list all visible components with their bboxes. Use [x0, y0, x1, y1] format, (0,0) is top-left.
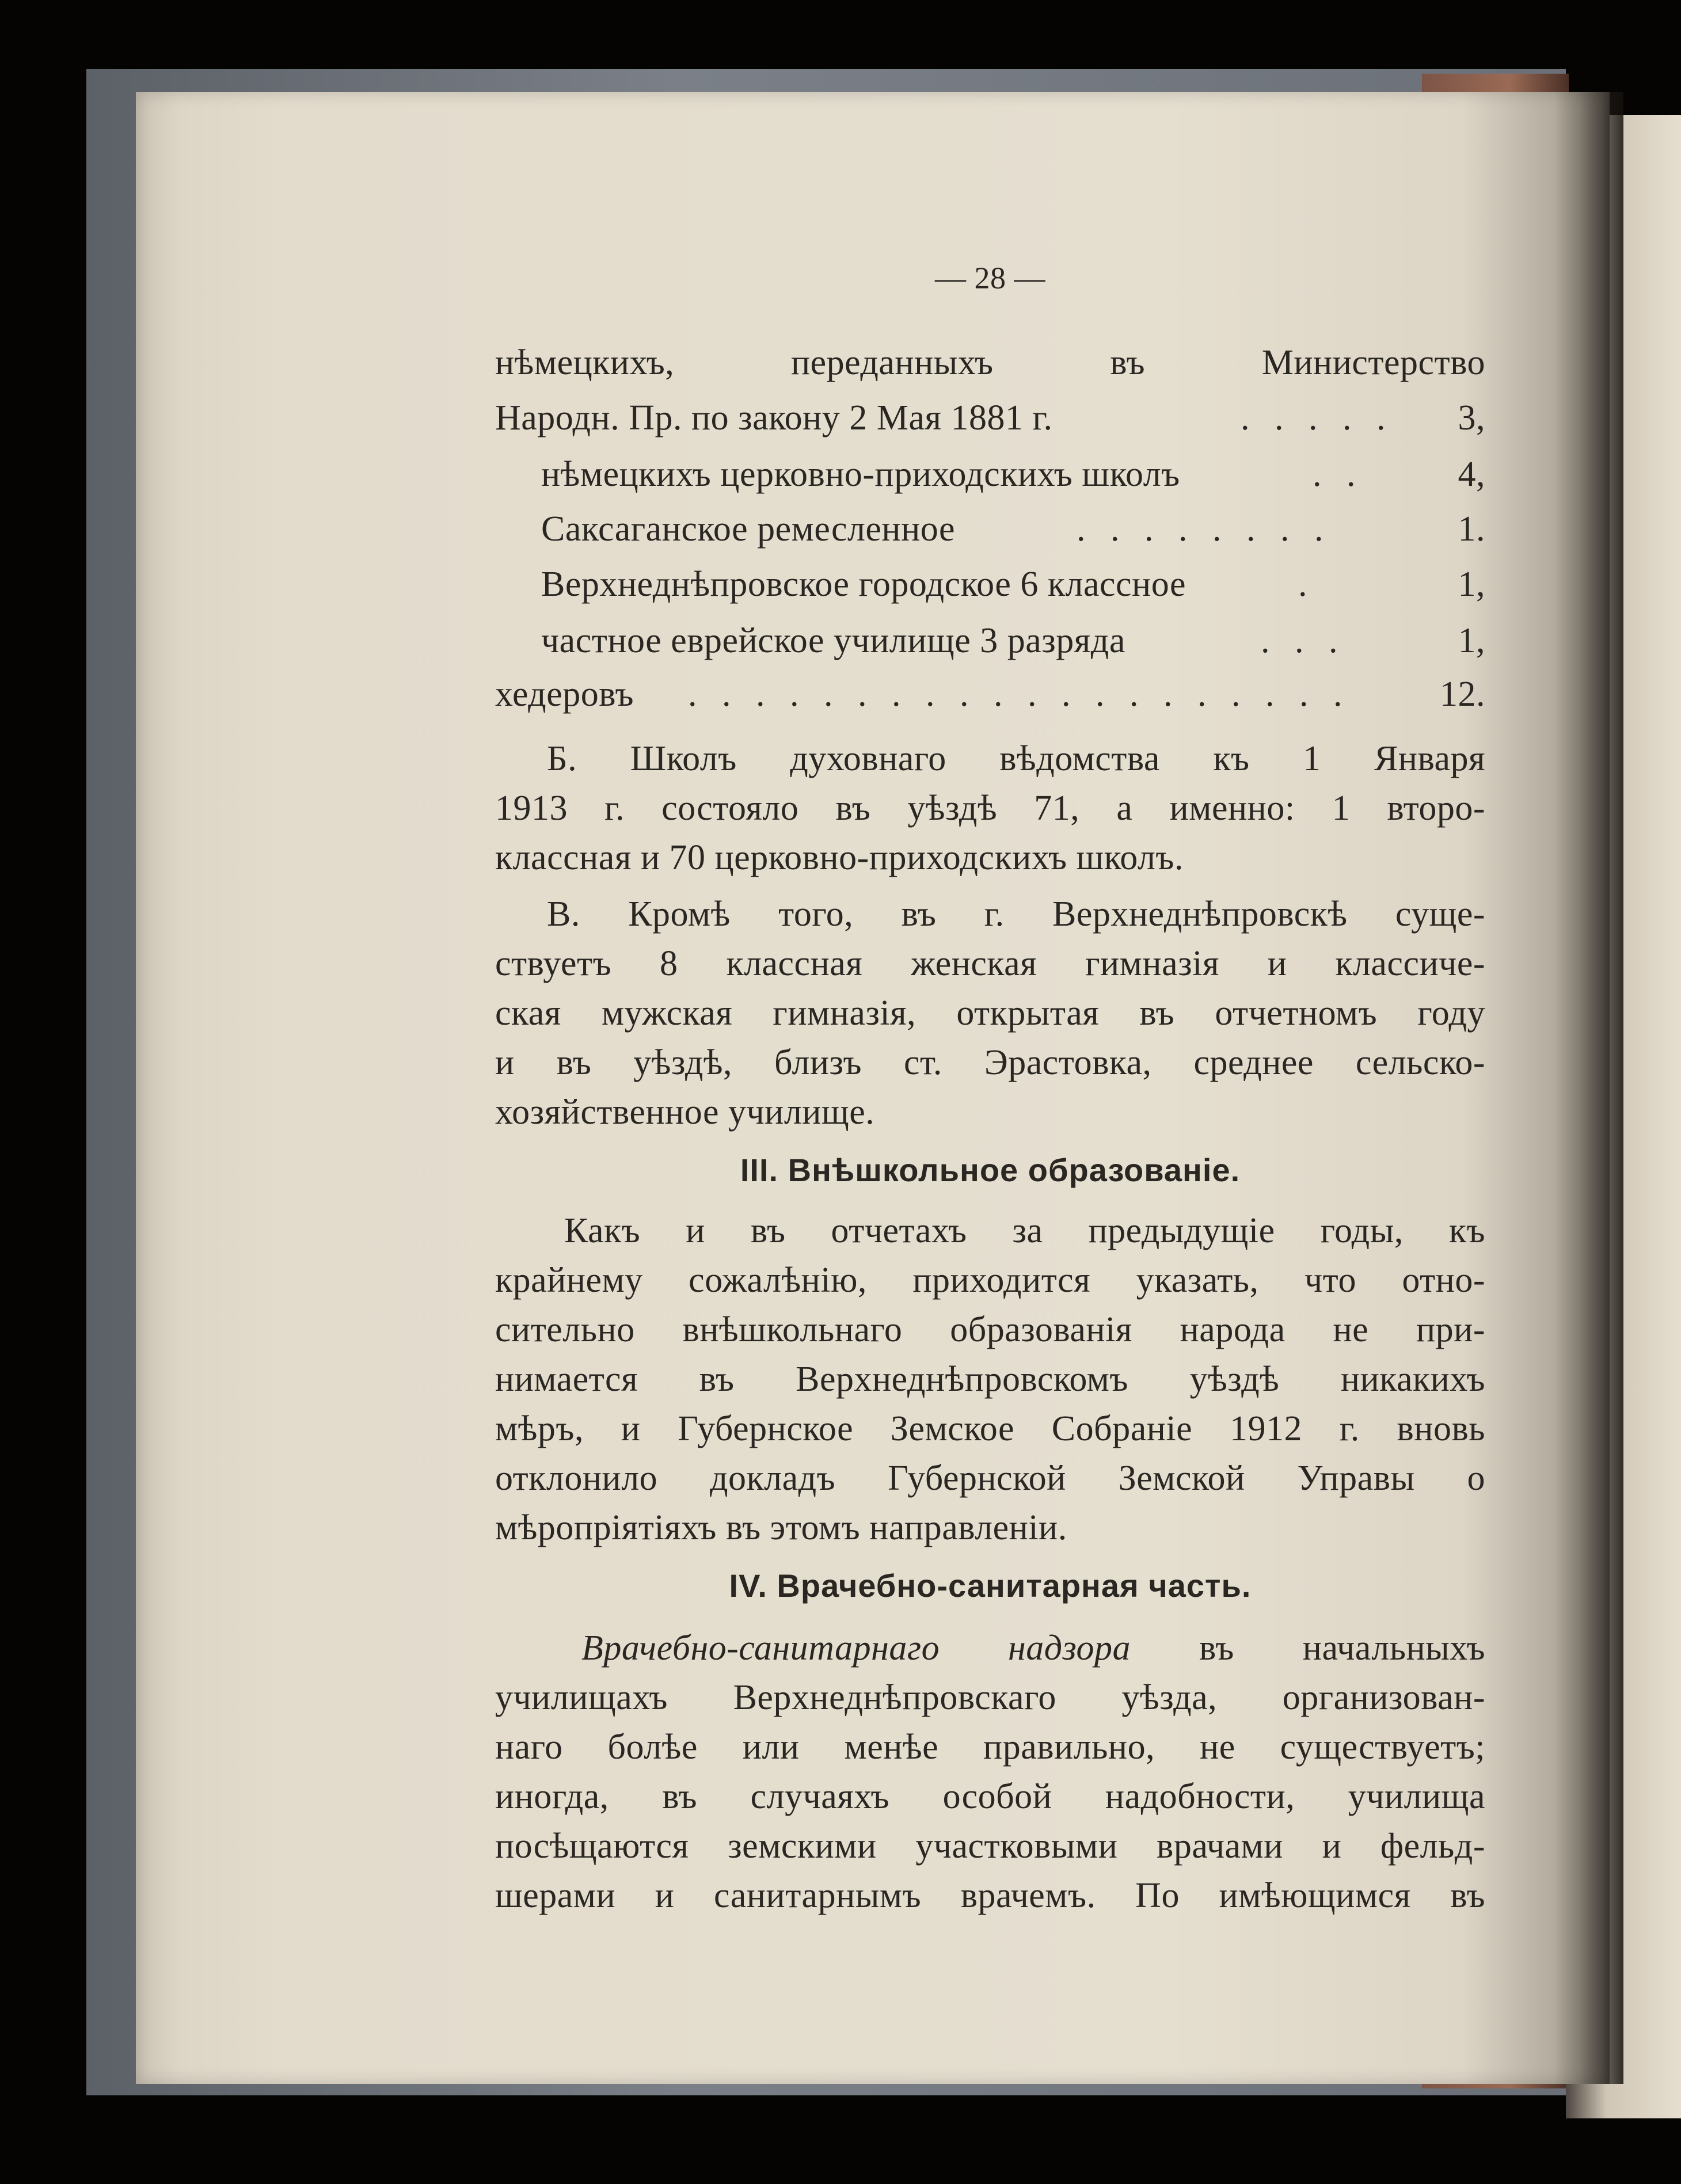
list-item-count: 4, [1458, 455, 1485, 494]
list-item-dots: . [1298, 565, 1315, 604]
paragraph-line: 1913 г. состояло въ уѣздѣ 71, а именно: 1 второ- [495, 789, 1485, 828]
list-item-dots: . . . . . . . . [1077, 509, 1332, 549]
paragraph-line: ствуетъ 8 классная женская гимназія и классиче- [495, 944, 1485, 983]
paragraph-line: хозяйственное училище. [495, 1093, 875, 1132]
paragraph-line: Какъ и въ отчетахъ за предыдущіе годы, къ [564, 1211, 1485, 1250]
list-item-count: 1. [1458, 509, 1485, 549]
paragraph-line: В. Кромѣ того, въ г. Верхнеднѣпровскѣ суще- [547, 895, 1485, 934]
list-item-label: нѣмецкихъ церковно-приходскихъ школъ [541, 455, 1180, 494]
paragraph-line: посѣщаются земскими участковыми врачами и фельд- [495, 1827, 1485, 1866]
list-item-label: хедеровъ [495, 675, 634, 714]
list-item-label: Народн. Пр. по закону 2 Мая 1881 г. [495, 398, 1053, 437]
paragraph-line: классная и 70 церковно-приходскихъ школъ. [495, 838, 1184, 877]
list-item-dots: . . . [1261, 621, 1346, 660]
paragraph-line: мѣропріятіяхъ въ этомъ направленіи. [495, 1508, 1067, 1547]
list-item-label: Верхнеднѣпровское городское 6 классное [541, 565, 1186, 604]
italic-phrase: Врачебно-санитарнаго надзора [581, 1629, 1131, 1668]
list-item [495, 504, 1485, 554]
list-item [495, 616, 1485, 665]
list-item-dots: . . [1313, 455, 1364, 494]
paragraph-line [495, 1623, 1485, 1673]
list-item [495, 450, 1485, 499]
paragraph-line: сительно внѣшкольнаго образованія народа не при- [495, 1310, 1485, 1349]
gutter-shadow [1554, 92, 1623, 2084]
paragraph-line: Б. Школъ духовнаго вѣдомства къ 1 Января [547, 739, 1485, 778]
page-number: — 28 — [935, 261, 1045, 295]
paragraph-line: наго болѣе или менѣе правильно, не существуетъ; [495, 1728, 1485, 1767]
list-item-count: 1, [1458, 621, 1485, 660]
list-item-label: частное еврейское училище 3 разряда [541, 621, 1125, 660]
paragraph-line: училищахъ Верхнеднѣпровскаго уѣзда, организован- [495, 1678, 1485, 1717]
paragraph-line: отклонило докладъ Губернской Земской Управы о [495, 1459, 1485, 1498]
list-item [495, 669, 1485, 719]
paragraph-line: иногда, въ случаяхъ особой надобности, училища [495, 1777, 1485, 1816]
section-heading: III. Внѣшкольное образованіе. [740, 1152, 1241, 1188]
paragraph-line: нимается въ Верхнеднѣпровскомъ уѣздѣ никакихъ [495, 1360, 1485, 1399]
list-item [495, 393, 1485, 443]
section-heading: IV. Врачебно-санитарная часть. [729, 1567, 1252, 1604]
list-item-dots: . . . . . [1241, 398, 1394, 437]
paragraph-line: крайнему сожалѣнію, приходится указать, что отно- [495, 1261, 1485, 1300]
list-item-dots: . . . . . . . . . . . . . . . . . . . . [688, 675, 1351, 714]
list-item-count: 3, [1458, 398, 1485, 437]
list-item [495, 560, 1485, 609]
list-item-count: 12. [1440, 675, 1485, 714]
paragraph-fragment: въ начальныхъ [1199, 1629, 1486, 1668]
paragraph-line: мѣръ, и Губернское Земское Собраніе 1912 г. вновь [495, 1409, 1485, 1448]
paragraph-line: и въ уѣздѣ, близъ ст. Эрастовка, среднее сельско- [495, 1043, 1485, 1082]
intro-line: нѣмецкихъ, переданныхъ въ Министерство [495, 343, 1485, 382]
list-item-label: Саксаганское ремесленное [541, 509, 956, 549]
paragraph-line: ская мужская гимназія, открытая въ отчетномъ году [495, 994, 1485, 1033]
list-item-count: 1, [1458, 565, 1485, 604]
paragraph-line: шерами и санитарнымъ врачемъ. По имѣющимся въ [495, 1876, 1485, 1915]
